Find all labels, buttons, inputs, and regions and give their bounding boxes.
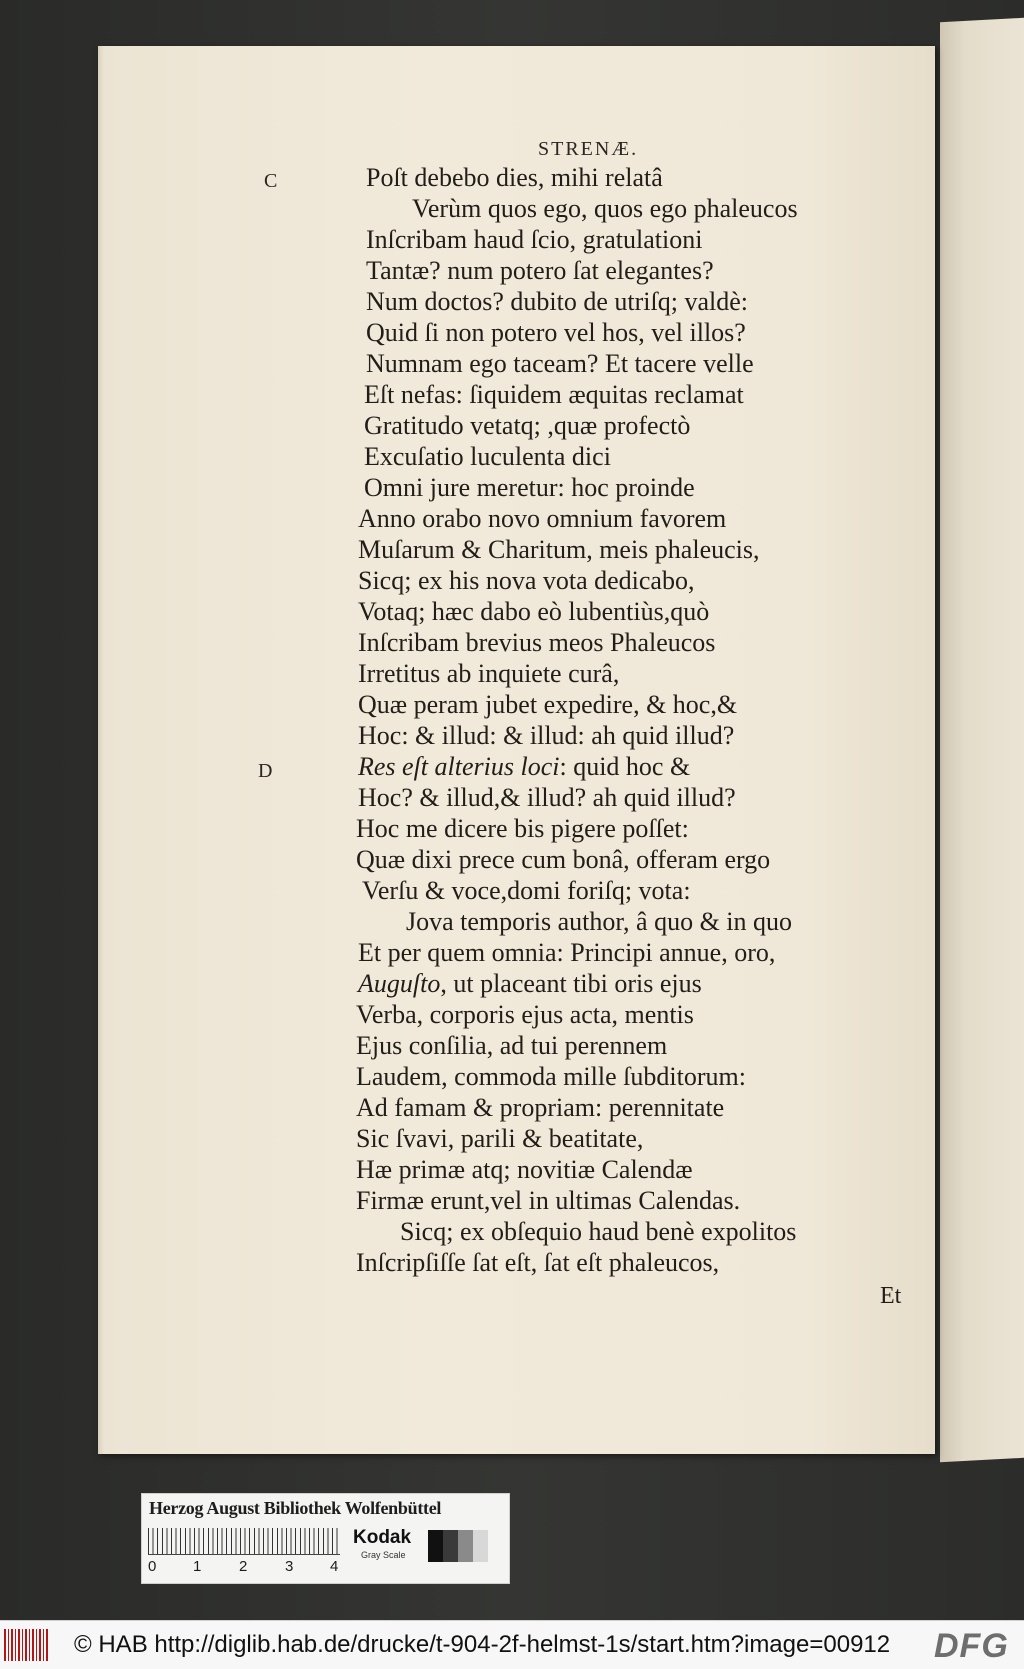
poem-line: Tantæ? num potero ſat elegantes? xyxy=(366,256,714,285)
poem-line: Sic ſvavi, parili & beatitate, xyxy=(356,1124,644,1153)
poem-line: Irretitus ab inquiete curâ, xyxy=(358,659,620,688)
gray-swatch xyxy=(443,1530,458,1562)
kodak-gray-scale-label: Gray Scale xyxy=(361,1550,406,1560)
library-name: Herzog August Bibliothek Wolfenbüttel xyxy=(149,1498,442,1518)
poem-line: Sicq; ex obſequio haud benè expolitos xyxy=(400,1217,797,1246)
poem-line: Poſt debebo dies, mihi relatâ xyxy=(366,163,663,192)
poem-line: Verſu & voce,domi foriſq; vota: xyxy=(362,876,691,905)
poem-line: Muſarum & Charitum, meis phaleucis, xyxy=(358,535,760,564)
poem-line: Numnam ego taceam? Et tacere velle xyxy=(366,349,754,378)
poem-line-rest: , ut placeant tibi oris ejus xyxy=(440,969,702,998)
poem-line: Anno orabo novo omnium favorem xyxy=(358,504,727,533)
poem-line: Quid ſi non potero vel hos, vel illos? xyxy=(366,318,746,347)
poem-line: Firmæ erunt,vel in ultimas Calendas. xyxy=(356,1186,741,1215)
poem-line: Gratitudo vetatq; ,quæ profectò xyxy=(364,411,691,440)
poem-line: Votaq; hæc dabo eò lubentiùs,quò xyxy=(358,597,710,626)
running-head: STRENÆ. xyxy=(538,138,639,160)
poem-line xyxy=(358,752,690,782)
barcode-icon xyxy=(4,1629,48,1661)
ruler-number: 0 xyxy=(148,1558,157,1575)
margin-letter-d: D xyxy=(258,760,273,782)
poem-line: Omni jure meretur: hoc proinde xyxy=(364,473,695,502)
poem-line: Quæ dixi prece cum bonâ, offeram ergo xyxy=(356,845,771,874)
next-page-edge xyxy=(940,18,1024,1462)
poem-line: Verùm quos ego, quos ego phaleucos xyxy=(412,194,798,223)
italic-fragment: Auguſto xyxy=(358,969,441,998)
poem-line: Excuſatio luculenta dici xyxy=(364,442,611,471)
poem-line: Hoc me dicere bis pigere poſſet: xyxy=(356,814,689,843)
poem-line-rest: : quid hoc & xyxy=(559,752,691,781)
ruler-number: 2 xyxy=(239,1558,248,1575)
poem-line: Quæ peram jubet expedire, & hoc,& xyxy=(358,690,738,719)
poem-line: Sicq; ex his nova vota dedicabo, xyxy=(358,566,695,595)
poem-line: Ejus conſilia, ad tui perennem xyxy=(356,1031,668,1060)
kodak-brand: Kodak xyxy=(353,1527,412,1548)
ruler-number: 4 xyxy=(330,1558,339,1575)
footer-bar xyxy=(0,1620,1024,1669)
poem-line: Hæ primæ atq; novitiæ Calendæ xyxy=(356,1155,693,1184)
gray-swatches xyxy=(428,1530,488,1562)
italic-fragment: Res eſt alterius loci xyxy=(358,752,560,781)
poem-line: Inſcribam haud ſcio, gratulationi xyxy=(366,225,703,254)
gray-swatch xyxy=(428,1530,443,1562)
poem-line: Num doctos? dubito de utriſq; valdè: xyxy=(366,287,748,316)
dfg-logo: DFG xyxy=(934,1627,1009,1665)
poem-line: Ad famam & propriam: perennitate xyxy=(356,1093,725,1122)
poem-line: Eſt nefas: ſiquidem æquitas reclamat xyxy=(364,380,744,409)
poem-line xyxy=(358,969,702,999)
poem-line: Et per quem omnia: Principi annue, oro, xyxy=(358,938,776,967)
margin-letter-c: C xyxy=(264,170,278,192)
color-calibration-card xyxy=(141,1493,510,1584)
poem-line: Hoc? & illud,& illud? ah quid illud? xyxy=(358,783,736,812)
gray-swatch xyxy=(473,1530,488,1562)
poem-line: Laudem, commoda mille ſubditorum: xyxy=(356,1062,746,1091)
poem-line: Jova temporis author, â quo & in quo xyxy=(406,907,793,936)
poem-line: Inſcripſiſſe ſat eſt, ſat eſt phaleucos, xyxy=(356,1248,720,1277)
ruler-number: 3 xyxy=(285,1558,294,1575)
poem-line: Inſcribam brevius meos Phaleucos xyxy=(358,628,716,657)
poem-line: Verba, corporis ejus acta, mentis xyxy=(356,1000,694,1029)
footer-url[interactable]: © HAB http://diglib.hab.de/drucke/t-904-2f-helmst-1s/start.htm?image=00912 xyxy=(74,1631,891,1658)
gray-swatch xyxy=(458,1530,473,1562)
poem-line: Hoc: & illud: & illud: ah quid illud? xyxy=(358,721,735,750)
ruler-scale xyxy=(148,1528,340,1555)
ruler-number: 1 xyxy=(193,1558,202,1575)
catchword: Et xyxy=(880,1283,902,1309)
